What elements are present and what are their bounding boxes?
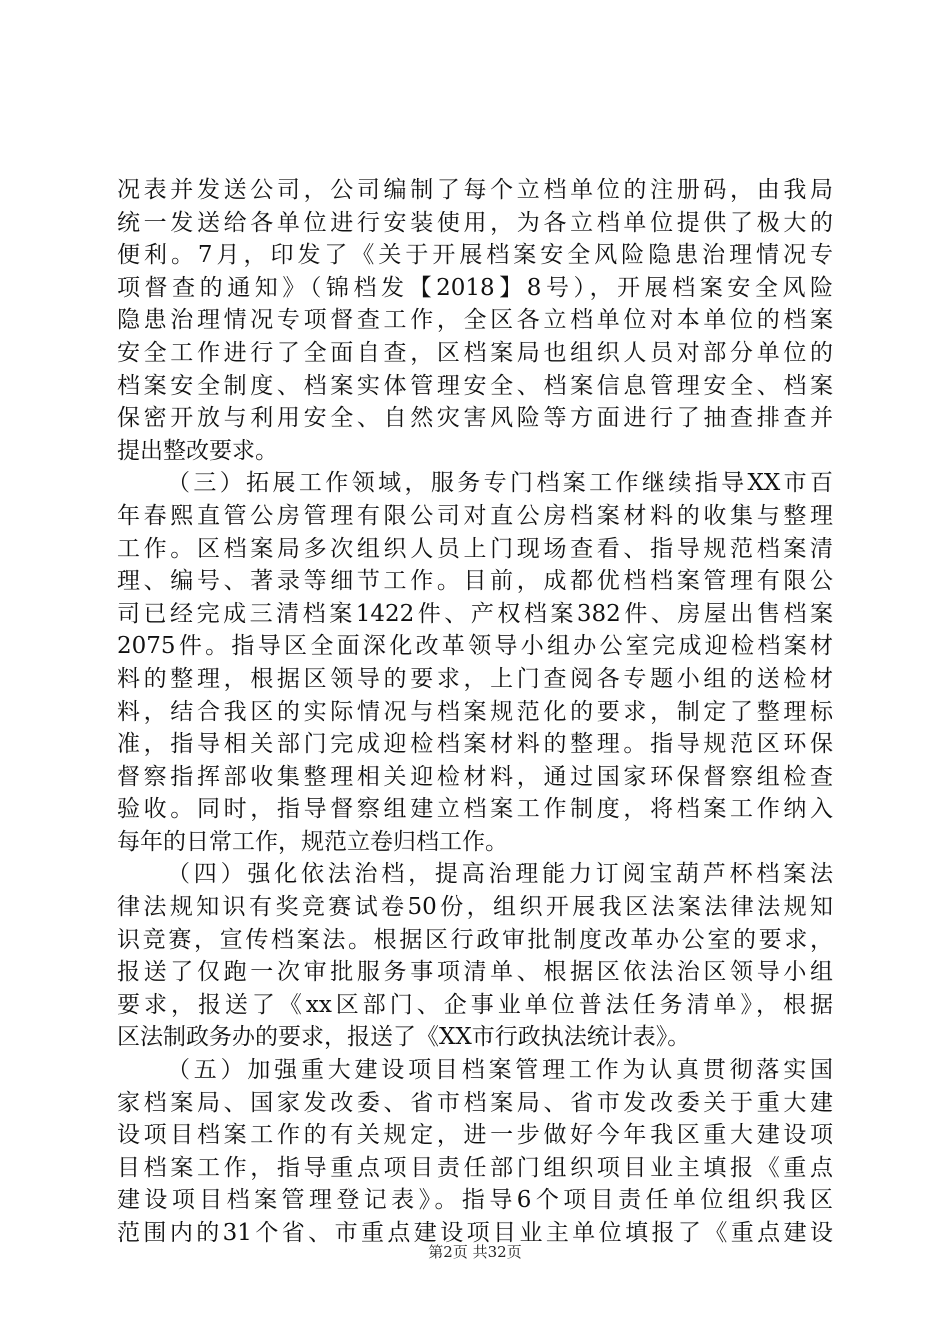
text-line: 每年的日常工作，规范立卷归档工作。 (117, 828, 508, 855)
text-line: 便利。7月，印发了《关于开展档案安全风险隐患治理情况专 (117, 242, 833, 269)
text-line: 律法规知识有奖竞赛试卷50份，组织开展我区法案法律法规知 (117, 894, 833, 921)
text-line: 验收。同时，指导督察组建立档案工作制度，将档案工作纳入 (117, 796, 833, 823)
text-line: 识竞赛，宣传档案法。根据区行政审批制度改革办公室的要求， (117, 926, 833, 953)
text-line: 督察指挥部收集整理相关迎检材料，通过国家环保督察组检查 (117, 763, 833, 790)
text-line: 2075件。指导区全面深化改革领导小组办公室完成迎检档案材 (117, 633, 833, 660)
text-line: 安全工作进行了全面自查，区档案局也组织人员对部分单位的 (117, 339, 833, 366)
text-line: 目档案工作，指导重点项目责任部门组织项目业主填报《重点 (117, 1154, 833, 1181)
text-line: 料的整理，根据区领导的要求，上门查阅各专题小组的送检材 (117, 665, 833, 692)
text-line: 保密开放与利用安全、自然灾害风险等方面进行了抽查排查并 (117, 405, 833, 432)
text-line: 司已经完成三清档案1422件、产权档案382件、房屋出售档案 (117, 600, 833, 627)
text-line: 报送了仅跑一次审批服务事项清单、根据区依法治区领导小组 (117, 959, 833, 986)
text-line: 年春熙直管公房管理有限公司对直公房档案材料的收集与整理 (117, 502, 833, 529)
text-line: 统一发送给各单位进行安装使用，为各立档单位提供了极大的 (117, 209, 833, 236)
page-footer: 第2页 共32页 (428, 1243, 522, 1261)
text-line: 工作。区档案局多次组织人员上门现场查看、指导规范档案清 (117, 535, 833, 562)
text-line: 理、编号、著录等细节工作。目前，成都优档档案管理有限公 (117, 568, 833, 595)
text-line: 况表并发送公司，公司编制了每个立档单位的注册码，由我局 (117, 177, 833, 203)
text-line: （五）加强重大建设项目档案管理工作为认真贯彻落实国 (167, 1057, 833, 1084)
text-line: 提出整改要求。 (117, 437, 278, 464)
document-body (117, 174, 833, 1250)
text-line: 准，指导相关部门完成迎检档案材料的整理。指导规范区环保 (117, 731, 833, 758)
text-line: 要求，报送了《xx区部门、企事业单位普法任务清单》，根据 (117, 991, 833, 1018)
text-line: 料，结合我区的实际情况与档案规范化的要求，制定了整理标 (117, 698, 833, 725)
text-line: 家档案局、国家发改委、省市档案局、省市发改委关于重大建 (117, 1089, 833, 1116)
text-line: 档案安全制度、档案实体管理安全、档案信息管理安全、档案 (117, 372, 833, 399)
text-line: 区法制政务办的要求，报送了《XX市行政执法统计表》。 (117, 1024, 691, 1051)
text-line: （四）强化依法治档，提高治理能力订阅宝葫芦杯档案法 (167, 861, 833, 888)
text-line: 隐患治理情况专项督查工作，全区各立档单位对本单位的档案 (117, 307, 833, 334)
text-line: （三）拓展工作领域，服务专门档案工作继续指导XX市百 (167, 470, 833, 497)
text-line: 项督查的通知》（锦档发【2018】8号），开展档案安全风险 (117, 274, 833, 301)
text-line: 设项目档案工作的有关规定，进一步做好今年我区重大建设项 (117, 1122, 833, 1149)
text-line: 范围内的31个省、市重点建设项目业主单位填报了《重点建设 (117, 1220, 833, 1246)
text-line: 建设项目档案管理登记表》。指导6个项目责任单位组织我区 (117, 1187, 833, 1214)
